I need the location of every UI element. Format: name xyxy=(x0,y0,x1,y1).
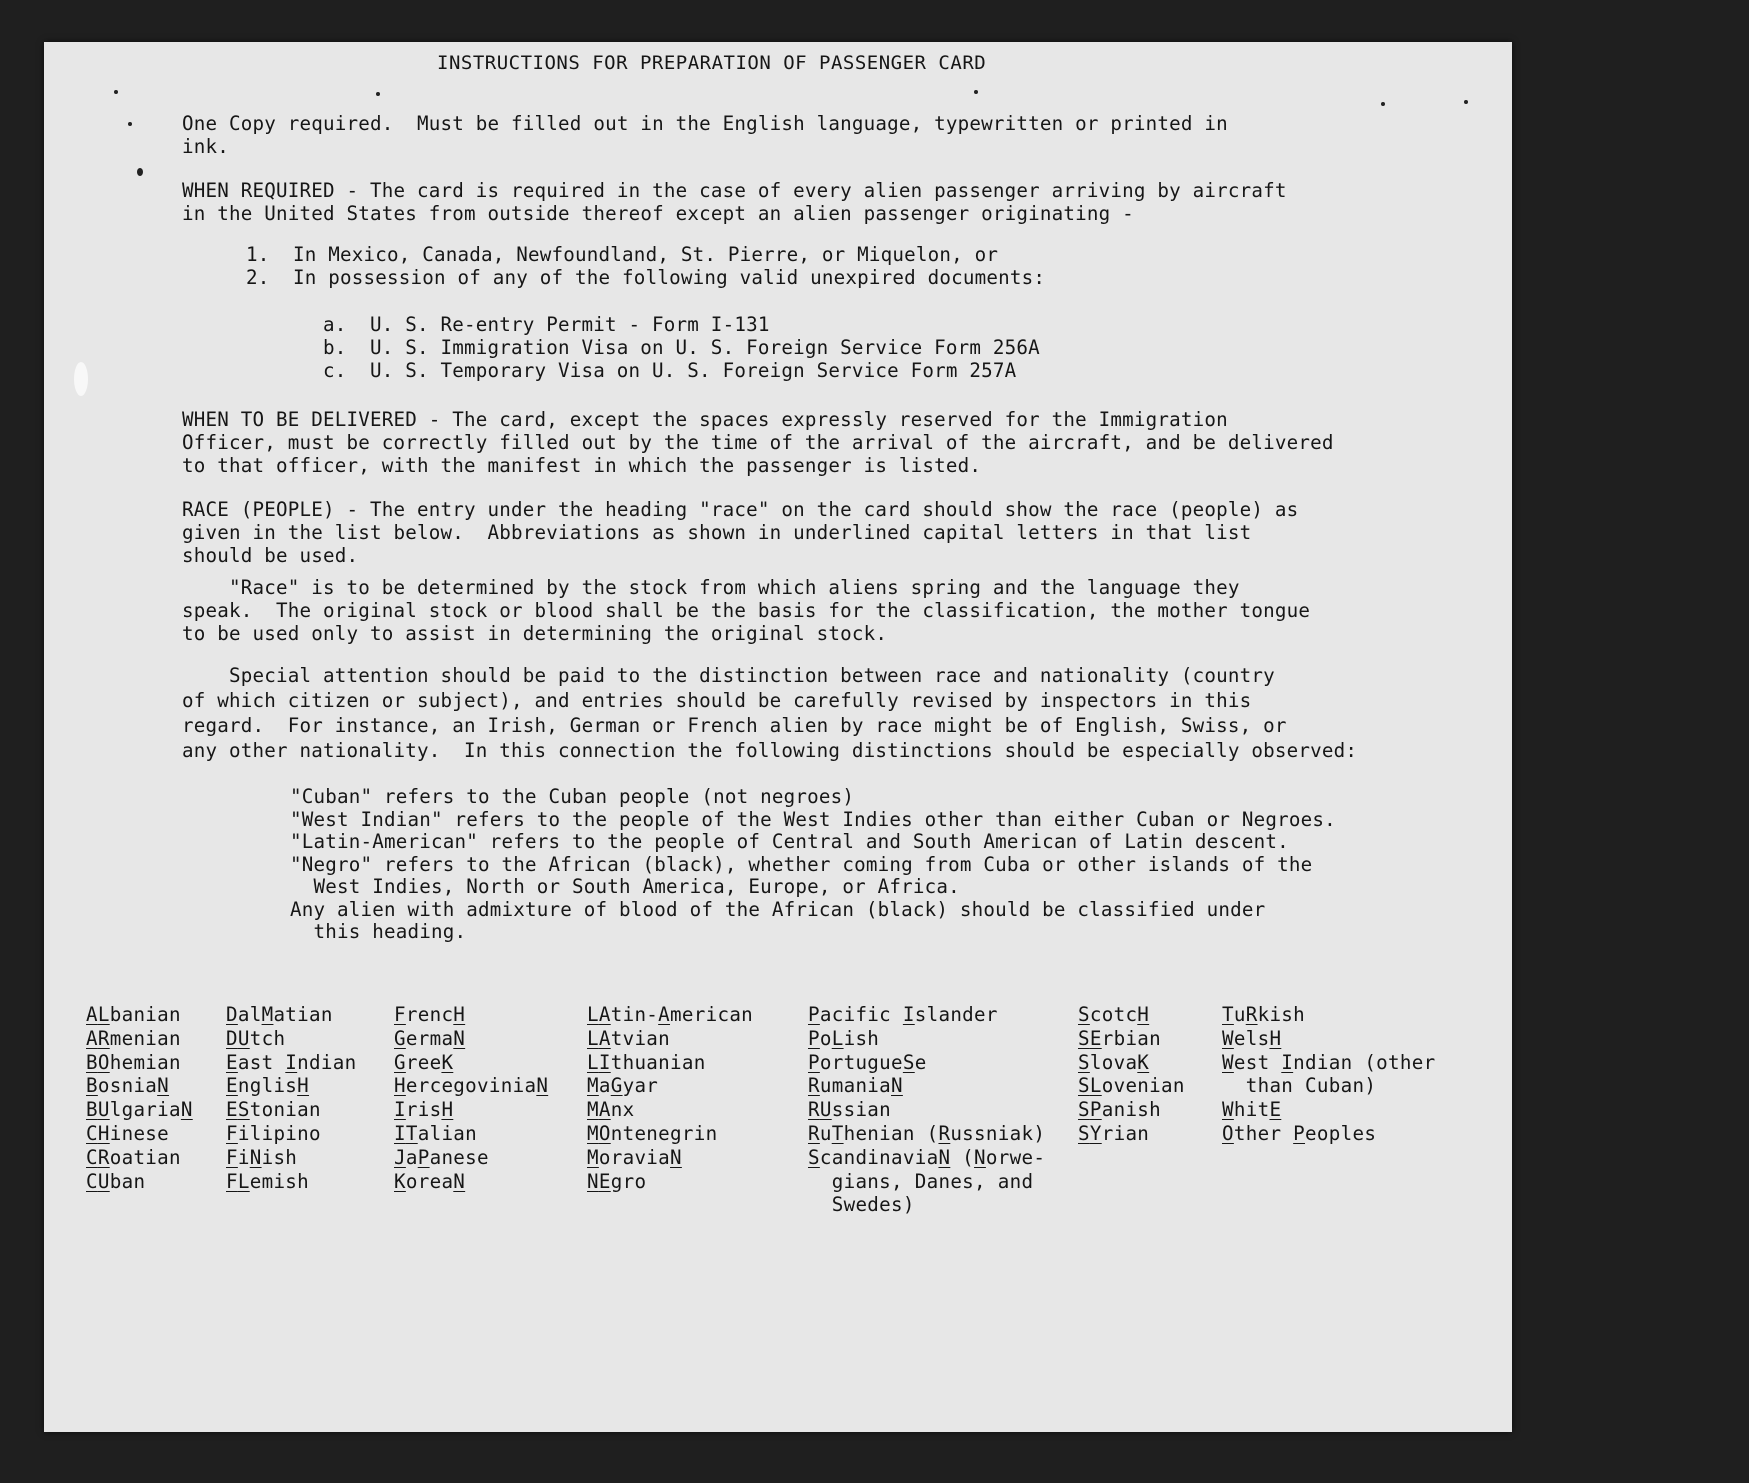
race-entry: RuThenian (Russniak) xyxy=(808,1121,1046,1145)
race-entry: FLemish xyxy=(226,1169,310,1193)
race-entry: WelsH xyxy=(1222,1026,1282,1050)
race-entry: NEgro xyxy=(587,1169,647,1193)
race-entry: PoLish xyxy=(808,1026,880,1050)
race-entry: BosniaN xyxy=(86,1074,170,1098)
race-entry: CRoatian xyxy=(86,1145,181,1169)
race-entry: SErbian xyxy=(1078,1026,1162,1050)
race-entry: Swedes) xyxy=(831,1193,915,1217)
race-column xyxy=(226,1003,356,1193)
when-delivered-paragraph: WHEN TO BE DELIVERED - The card, except the spaces expressly reserved for the Immigration Officer, must be correctly filled out by the time of the arrival of the aircraft, and be delivered to that officer, with the manifest in which the passenger is listed. xyxy=(182,408,1334,477)
race-entry: East Indian xyxy=(226,1050,357,1074)
race-entry: SLovenian xyxy=(1078,1074,1185,1098)
race-entry: MaGyar xyxy=(587,1074,659,1098)
race-entry: Pacific Islander xyxy=(808,1003,998,1026)
race-entry: SPanish xyxy=(1078,1098,1162,1122)
race-entry: LAtin-American xyxy=(587,1003,754,1026)
race-entry: ScotcH xyxy=(1078,1003,1150,1026)
race-column xyxy=(808,1003,1045,1217)
ink-speck xyxy=(137,168,143,176)
ink-speck xyxy=(974,90,978,94)
ink-speck xyxy=(114,90,118,94)
race-entry: JaPanese xyxy=(394,1145,489,1169)
ink-speck xyxy=(128,122,132,126)
race-column xyxy=(86,1003,193,1193)
race-entry: MOntenegrin xyxy=(587,1121,718,1145)
race-entry: LIthuanian xyxy=(587,1050,706,1074)
race-entry: RumaniaN xyxy=(808,1074,903,1098)
race-entry: EnglisH xyxy=(226,1074,310,1098)
document-list: a. U. S. Re-entry Permit - Form I-131 b. U. S. Immigration Visa on U. S. Foreign Service Form 256A c. U. S. Temporary Visa on U. S. Foreign Service Form 257A xyxy=(323,313,1040,382)
race-entry: DUtch xyxy=(226,1026,286,1050)
race-entry: RUssian xyxy=(808,1098,892,1122)
punch-hole xyxy=(74,362,88,396)
distinctions-list: "Cuban" refers to the Cuban people (not negroes) "West Indian" refers to the people of the West Indies other than either Cuban or Negroes. "Latin-American" refers to the people of Central and South American of Latin descent. "Negro" refers to the African (black), whether coming from Cuba or other islands of the West Indies, North or South America, Europe, or Africa. Any alien with admixture of blood of the African (black) should be classified under this heading. xyxy=(290,785,1336,943)
race-column xyxy=(1222,1003,1435,1146)
race-entry: CUban xyxy=(86,1169,146,1193)
race-column xyxy=(394,1003,548,1193)
race-entry: FrencH xyxy=(394,1003,466,1026)
race-entry: DalMatian xyxy=(226,1003,333,1026)
race-entry: Other Peoples xyxy=(1222,1121,1377,1145)
race-entry: BUlgariaN xyxy=(86,1098,193,1122)
race-entry: GermaN xyxy=(394,1026,466,1050)
race-entry: CHinese xyxy=(86,1121,170,1145)
race-entry: EStonian xyxy=(226,1098,321,1122)
race-entry: MAnx xyxy=(587,1098,635,1122)
race-entry: ARmenian xyxy=(86,1026,181,1050)
race-entry: WhitE xyxy=(1222,1098,1282,1122)
race-entry: FiNish xyxy=(226,1145,298,1169)
race-entry: ITalian xyxy=(394,1121,478,1145)
race-entry: BOhemian xyxy=(86,1050,181,1074)
race-entry: TuRkish xyxy=(1222,1003,1306,1026)
race-entry: PortugueSe xyxy=(808,1050,927,1074)
race-entry: ScandinaviaN (Norwe- xyxy=(808,1145,1046,1169)
race-entry: Filipino xyxy=(226,1121,321,1145)
race-entry: than Cuban) xyxy=(1245,1074,1377,1098)
race-entry: LAtvian xyxy=(587,1026,671,1050)
race-determined-paragraph: "Race" is to be determined by the stock from which aliens spring and the language they speak. The original stock or blood shall be the basis for the classification, the mother tongue to be used only to assist in determining the original stock. xyxy=(182,576,1311,645)
when-required-paragraph: WHEN REQUIRED - The card is required in the case of every alien passenger arriving by aircraft in the United States from outside thereof except an alien passenger originating - xyxy=(182,179,1287,225)
race-entry: SlovaK xyxy=(1078,1050,1150,1074)
ink-speck xyxy=(1381,102,1385,106)
race-entry: IrisH xyxy=(394,1098,454,1122)
special-attention-paragraph: Special attention should be paid to the distinction between race and nationality (country of which citizen or subject), and entries should be carefully revised by inspectors in this regard. For instance, an Irish, German or French alien by race might be of English, Swiss, or any other nationality. In this connection the following distinctions should be especially observed: xyxy=(182,664,1358,762)
intro-paragraph: One Copy required. Must be filled out in the English language, typewritten or printed in ink. xyxy=(182,112,1228,158)
race-entry: ALbanian xyxy=(86,1003,181,1026)
race-entry: gians, Danes, and xyxy=(831,1169,1034,1193)
race-entry: SYrian xyxy=(1078,1121,1150,1145)
race-entry: West Indian (other xyxy=(1222,1050,1436,1074)
race-entry: GreeK xyxy=(394,1050,454,1074)
page-title: INSTRUCTIONS FOR PREPARATION OF PASSENGER CARD xyxy=(437,52,987,74)
race-entry: HercegoviniaN xyxy=(394,1074,549,1098)
ink-speck xyxy=(1464,100,1468,104)
race-people-paragraph: RACE (PEOPLE) - The entry under the heading "race" on the card should show the race (people) as given in the list below. Abbreviations as shown in underlined capital letters in that list should be used. xyxy=(182,498,1299,567)
numbered-list: 1. In Mexico, Canada, Newfoundland, St. Pierre, or Miquelon, or 2. In possession of any of the following valid unexpired documents: xyxy=(246,243,1046,289)
race-column xyxy=(587,1003,753,1193)
ink-speck xyxy=(376,92,380,96)
race-column xyxy=(1078,1003,1185,1146)
race-entry: KoreaN xyxy=(394,1169,466,1193)
race-entry: MoraviaN xyxy=(587,1145,682,1169)
